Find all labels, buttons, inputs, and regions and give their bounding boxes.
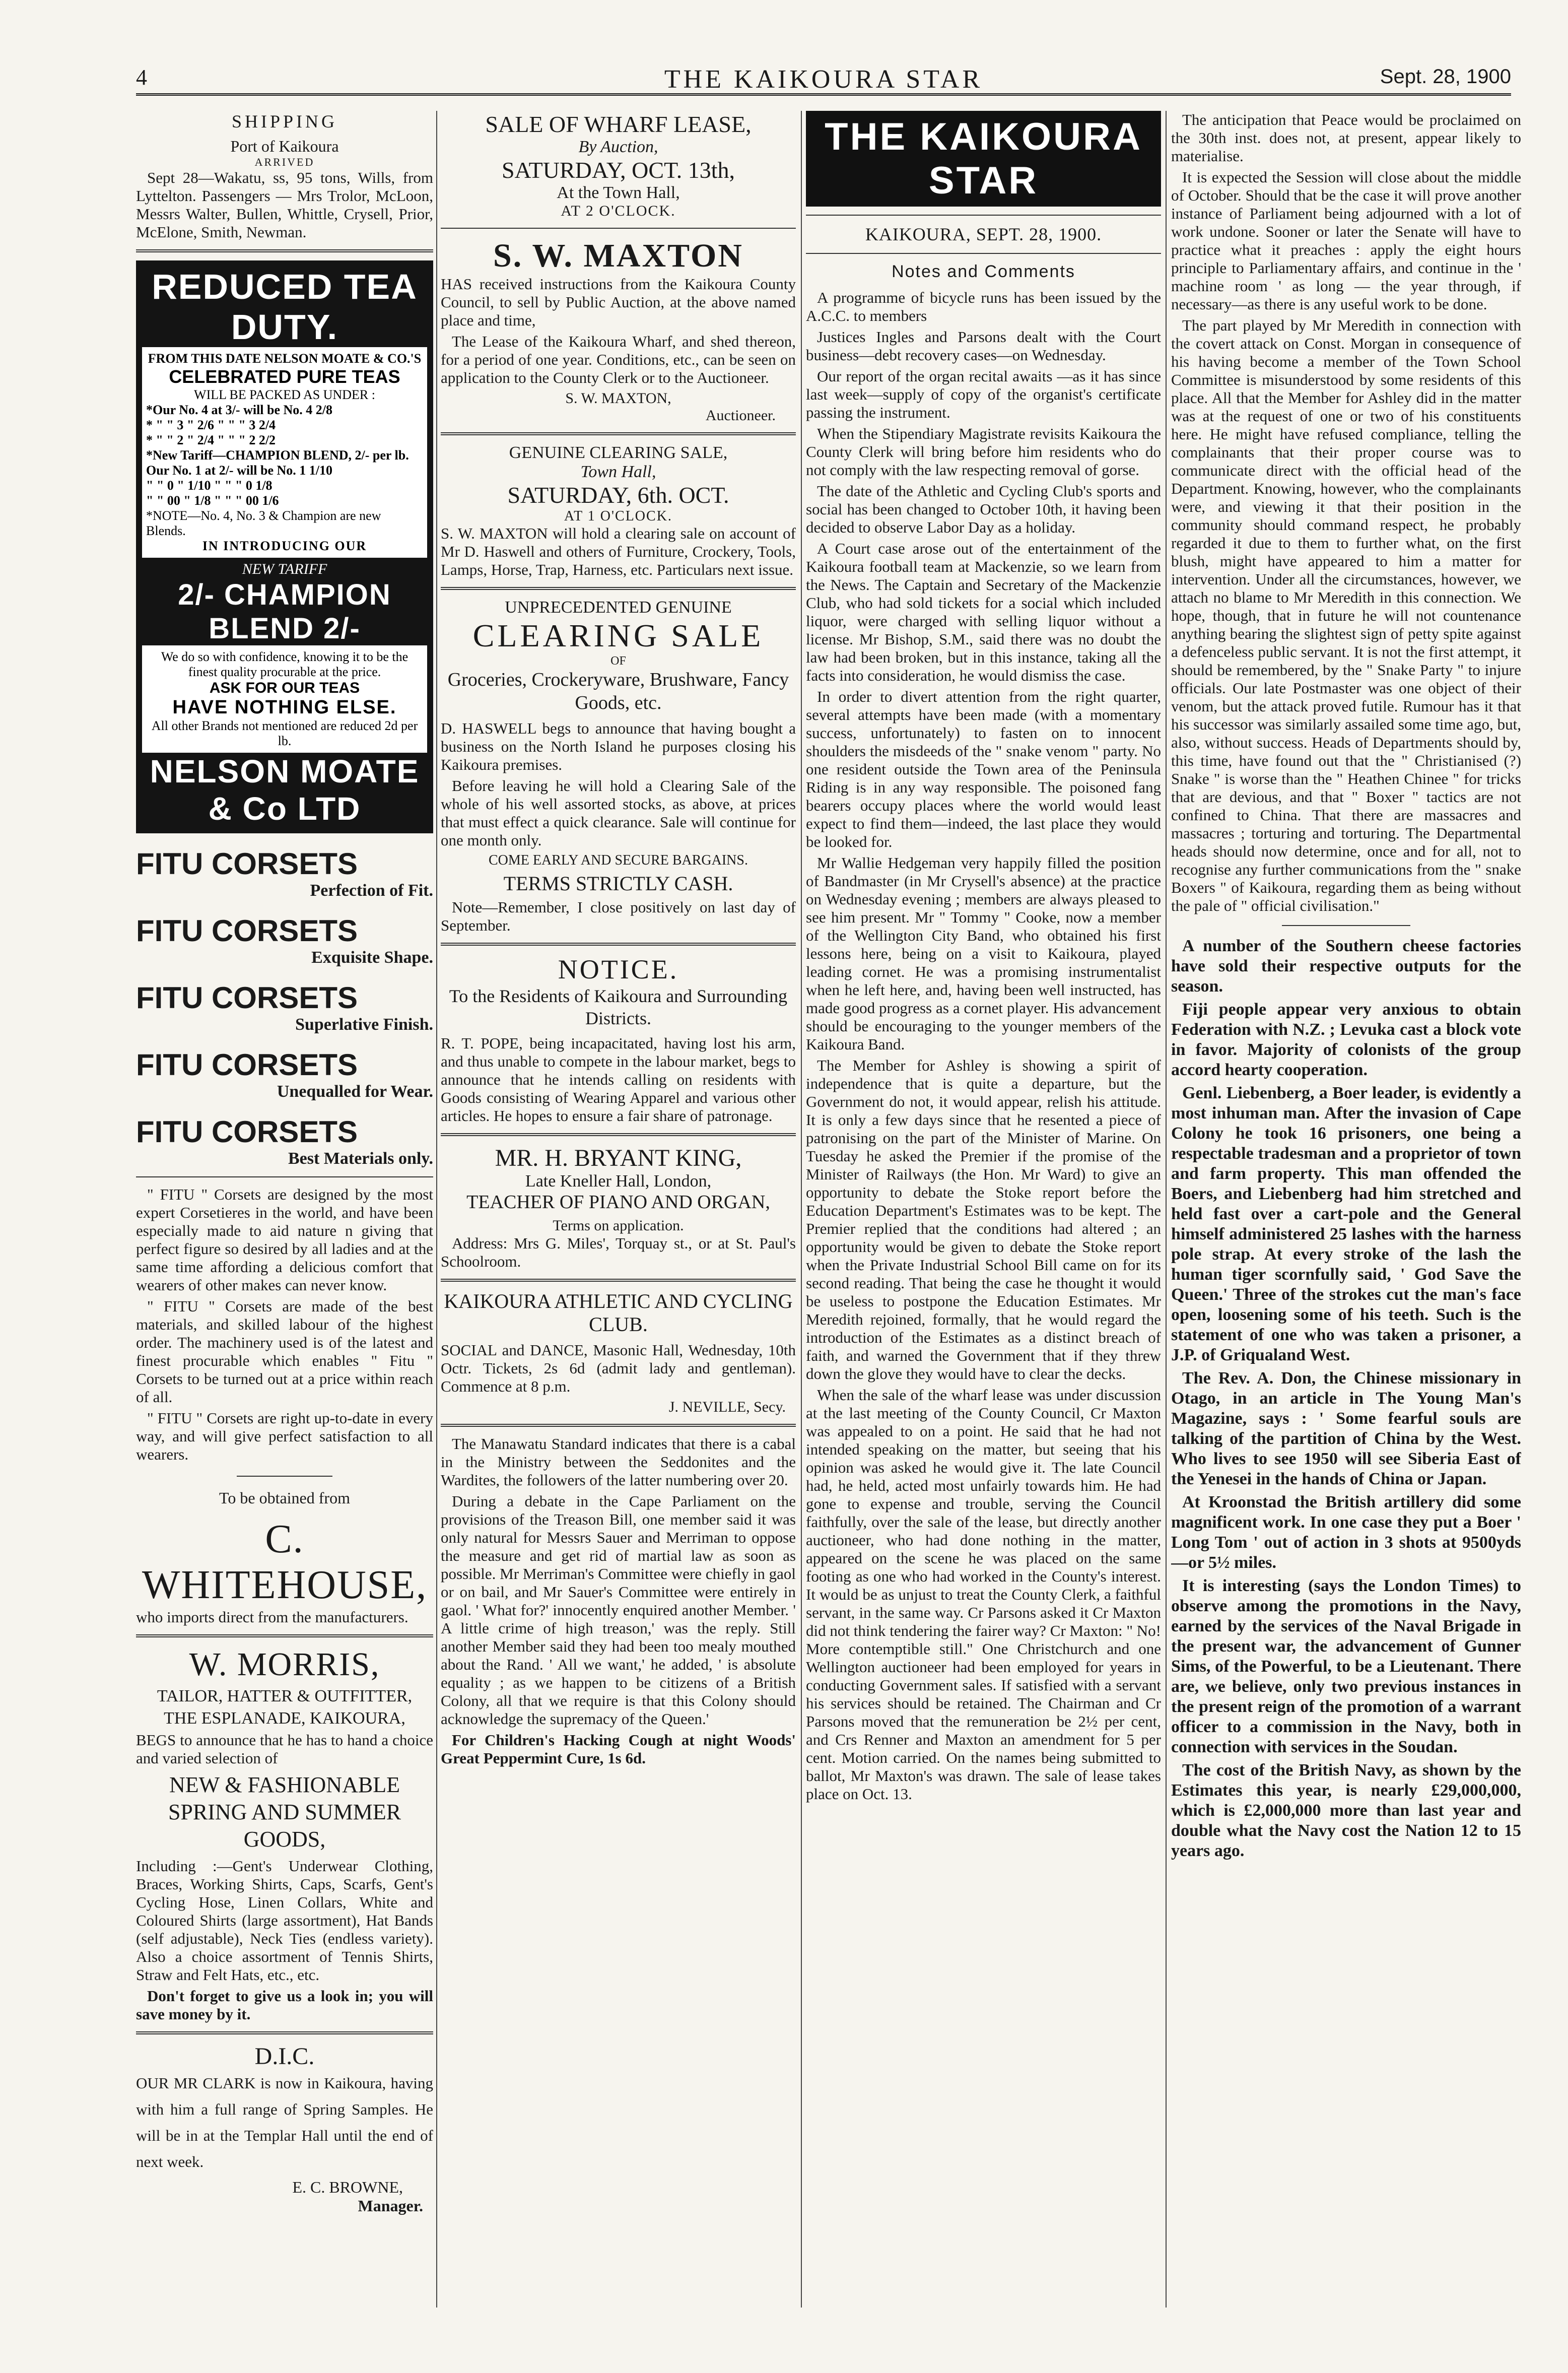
news-paragraph: For Children's Hacking Cough at night Woods' Great Peppermint Cure, 1s 6d. xyxy=(441,1731,796,1767)
editorial-paragraph: Justices Ingles and Parsons dealt with the Court business—debt recovery cases—on Wednesday. xyxy=(806,328,1161,364)
tea-confidence: We do so with confidence, knowing it to be the finest quality procurable at the price. xyxy=(161,649,408,679)
gcs-paragraph: S. W. MAXTON will hold a clearing sale on account of Mr D. Haswell and others of Furniture, Crockery, Tools, Lamps, Horse, Trap, Harness, etc. Particulars next issue. xyxy=(441,524,796,578)
morris-intro: BEGS to announce that he has to hand a choice and varied selection of xyxy=(136,1731,433,1767)
terms-cash: TERMS STRICTLY CASH. xyxy=(503,872,733,895)
tea-line: *NOTE—No. 4, No. 3 & Champion are new Blends. xyxy=(146,508,381,538)
divider xyxy=(806,215,1161,216)
wharf-date: SATURDAY, OCT. 13th, xyxy=(501,157,735,183)
maxton-name: S. W. MAXTON xyxy=(493,237,743,274)
bryant-address: Address: Mrs G. Miles', Torquay st., or at St. Paul's Schoolroom. xyxy=(441,1234,796,1270)
masthead-title: THE KAIKOURA STAR xyxy=(664,65,983,94)
haswell-paragraph: Before leaving he will hold a Clearing Sale of the whole of his well assorted stocks, as above, at prices that must effect a quick clearance. Sale will continue for one month only. xyxy=(441,777,796,849)
comment-paragraph: The anticipation that Peace would be proclaimed on the 30th inst. does not, at present, appear likely to materialise. xyxy=(1171,111,1521,165)
tea-from: FROM THIS DATE NELSON MOATE & CO.'S xyxy=(148,351,422,366)
column-4 xyxy=(1171,111,1521,2308)
gcs-title: GENUINE CLEARING SALE, xyxy=(509,443,728,462)
port-subheading: Port of Kaikoura xyxy=(230,137,339,155)
divider xyxy=(441,587,796,590)
gcs-time: AT 1 O'CLOCK. xyxy=(564,508,672,524)
wharf-by: By Auction, xyxy=(578,138,658,156)
fitu-paragraph: " FITU " Corsets are made of the best materials, and skilled labour of the highest order. The machinery used is of the latest and finest procurable which enables " Fitu " Corsets to be turned out at a price within reach of all. xyxy=(136,1297,433,1406)
divider xyxy=(1282,925,1410,926)
wharf-role: Auctioneer. xyxy=(705,407,776,424)
haswell-note: Note—Remember, I close positively on last day of September. xyxy=(441,898,796,934)
editorial-paragraph: A programme of bicycle runs has been issued by the A.C.C. to members xyxy=(806,289,1161,324)
fitu-paragraph: " FITU " Corsets are right up-to-date in every way, and will give perfect satisfaction to all wearers. xyxy=(136,1409,433,1463)
groceries-list: Groceries, Crockeryware, Brushware, Fancy Goods, etc. xyxy=(447,669,789,713)
obtained-from: To be obtained from xyxy=(219,1489,350,1507)
comment-paragraph: The part played by Mr Meredith in connection with the covert attack on Const. Morgan in consequence of his having become a member of the Town School Committee is misunderstood by some residents of this place. All that the Member for Ashley did in the matter was at the request of one or two of his constituents here. He might have refused compliance, telling the complainants that their proper course was to communicate direct with the official head of the Department. Knowing, however, who the complainants were, and viewing it that their position in the community should command respect, he probably regarded it due to them to further what, on the first blush, might have appeared to him a matter for intervention. Under all the circumstances, however, we attach no blame to Mr Meredith in this connection. We hope, though, that in future he will not countenance anything bearing the slightest sign of petty spite against a defenceless public servant. It is not the first attempt, it should be remembered, by the " Snake Party " to injure officials. Our late Postmaster was one object of their venom, but the attack proved futile. Rumour has it that his successor was similarly assailed some time ago, but, also, without success. Heads of Departments should by, this time, have found out that the " Christianised (?) Snake " is worse than the " Heathen Chinee " for tricks that are devious, and that " Boxer " tactics are not confined to China. That there are massacres and massacres ; torturing and torturing. The Departmental heads should now determine, once and for all, not to recognise any further communications from the " snake Boxers " of Kaikoura, regarding them as being without the pale of " official civilisation." xyxy=(1171,316,1521,914)
tea-introducing: IN INTRODUCING OUR xyxy=(202,539,367,553)
gcs-hall: Town Hall, xyxy=(580,463,656,481)
comment-paragraph: The Rev. A. Don, the Chinese missionary in Otago, in an article in The Young Man's Magazine, says : ' Some fearful souls are talking of the partition of China by the West. Who lives to see 1950 will see Siberia East of the Yenesei in the hands of China or Japan. xyxy=(1171,1369,1521,1488)
shipping-text: Sept 28—Wakatu, ss, 95 tons, Wills, from Lyttelton. Passengers — Mrs Trolor, McLoon, Messrs Walter, Bullen, Whittle, Crysell, Prior, McElone, Smith, Newman. xyxy=(136,169,433,241)
notice-to: To the Residents of Kaikoura and Surrounding Districts. xyxy=(449,986,788,1028)
comment-paragraph: The cost of the British Navy, as shown by the Estimates this year, is nearly £29,000,000, which is £2,000,000 more than last year and double what the Navy cost the Nation 12 to 15 years ago. xyxy=(1171,1761,1521,1860)
of-label: OF xyxy=(610,654,626,668)
wharf-paragraph: HAS received instructions from the Kaikoura County Council, to sell by Public Auction, at the above named place and time, xyxy=(441,275,796,329)
tea-line: Our No. 1 at 2/- will be No. 1 1/10 xyxy=(146,463,333,478)
editorial-paragraph: The date of the Athletic and Cycling Club's sports and social has been changed to October 10th, it having been decided to observe Labor Day as a holiday. xyxy=(806,482,1161,536)
divider xyxy=(441,1279,796,1282)
tea-line: *New Tariff—CHAMPION BLEND, 2/- per lb. xyxy=(146,448,409,463)
fitu-heading: FITU CORSETS xyxy=(136,847,358,881)
divider xyxy=(806,253,1161,254)
club-signature: J. NEVILLE, Secy. xyxy=(668,1399,786,1415)
wharf-venue: At the Town Hall, xyxy=(557,183,680,202)
notes-heading: Notes and Comments xyxy=(892,262,1075,281)
editorial-paragraph: The Member for Ashley is showing a spirit of independence that is quite a departure, but the Government do not, it would appear, relish his attitude. It is only a few days since that he resented a piece of patronising on the part of the Minister of Marine. On Tuesday he asked the Premier if the promise of the Minister of Railways (the Hon. Mr Ward) to give an opportunity to debate the Stoke report before the Education Department's Estimates was to be kept. The Premier replied that the conditions had altered ; an opportunity would be given to debate the Stoke report when the Private Industrial School Bill came on for its second reading. That being the case he thought it would be useless to postpone the Education Estimates. Mr Meredith rejoined, formally, that he would regard the introduction of the Estimates as a distinct breach of faith, and warned the Government that if they threw down the glove they would have to clear the decks. xyxy=(806,1057,1161,1382)
divider xyxy=(136,249,433,252)
tea-new-tariff: NEW TARIFF xyxy=(242,561,327,577)
editorial-paragraph: In order to divert attention from the right quarter, several attempts have been made (with a momentary success, unfortunately) to fasten on to innocent shoulders the misdeeds of the " snake venom " party. No one resident outside the Town area of the Peninsula Riding is in any way responsible. The poisoned fang bearers occupy places where the world would least expect to find them—indeed, the last place they would be looked for. xyxy=(806,688,1161,850)
bryant-teacher: TEACHER OF PIANO AND ORGAN, xyxy=(466,1192,770,1213)
morris-closing: Don't forget to give us a look in; you will save money by it. xyxy=(136,1987,433,2023)
column-3 xyxy=(806,111,1161,2308)
tea-packed: WILL BE PACKED AS UNDER : xyxy=(194,387,375,402)
morris-goods: NEW & FASHIONABLE SPRING AND SUMMER GOODS, xyxy=(168,1772,401,1852)
fitu-tagline: Superlative Finish. xyxy=(295,1015,433,1034)
tea-celebrated: CELEBRATED PURE TEAS xyxy=(169,366,400,387)
news-paragraph: During a debate in the Cape Parliament on the provisions of the Treason Bill, one member said it was only natural for Messrs Sauer and Merriman to oppose the measure and get rid of martial law as soon as possible. Mr Merriman's Committee were chiefly in gaol or on bail, and Mr Sauer's Committee were entirely in gaol. ' What for?' innocently enquired another Member. ' A little crime of high treason,' was the reply. Still another Member said they had been too mealy mouthed about the Rand. ' All we want,' he added, ' is absolute equality ; as we happen to be citizens of a British Colony, all that we require is that this Colony should acknowledge the supremacy of the Queen.' xyxy=(441,1492,796,1728)
comment-paragraph: A number of the Southern cheese factories have sold their respective outputs for the season. xyxy=(1171,937,1521,996)
news-paragraph: The Manawatu Standard indicates that there is a cabal in the Ministry between the Seddonites and the Wardites, the followers of the latter numbering over 20. xyxy=(441,1435,796,1489)
fitu-heading: FITU CORSETS xyxy=(136,981,358,1015)
editorial-paragraph: When the sale of the wharf lease was under discussion at the last meeting of the County Council, Cr Maxton was appealed to on a point. He said that he had not intended speaking on the matter, but seeing that his opinion was asked he would give it. The late Council had, he held, acted most unfairly towards him. He had gone to expense and trouble, serving the Council faithfully, over the sale of the lease, but directly another auctioneer, who had done nothing in the matter, appeared on the scene he was placed on the same footing as one who had worked in the County's interest. It would be as unjust to treat the County Clerk, a faithful servant, in the same way. Cr Parsons asked it Cr Maxton did not think tendering the fairer way? Cr Maxton: " No! More contemptible still." One Christchurch and one Wellington auctioneer had been employed for years in conducting Government sales. If satisfied with a servant his services should be retained. The Chairman and Cr Parsons moved that the remuneration be 2½ per cent, and Crs Renner and Maxton an amendment for 5 per cent. Motion carried. On the names being submitted to ballot, Mr Maxton's was drawn. The sale of lease takes place on Oct. 13. xyxy=(806,1386,1161,1803)
bryant-name: MR. H. BRYANT KING, xyxy=(495,1145,742,1171)
tea-advertisement xyxy=(136,260,433,833)
morris-list: Including :—Gent's Underwear Clothing, Braces, Working Shirts, Caps, Scarfs, Gent's Cycling Hose, Linen Collars, White and Coloured Shirts (large assortment), Hat Bands (self adjustable), Neck Ties (endless variety). Also a choice assortment of Tennis Shirts, Straw and Felt Hats, etc., etc. xyxy=(136,1857,433,1984)
comment-paragraph: It is interesting (says the London Times) to observe among the promotions in the Navy, earned by the services of the Naval Brigade in the present war, the advancement of Gunner Sims, of the Powerful, to be a Lieutenant. There are, we believe, only two previous instances in the present reign of the promotion of a warrant officer to a commission in the Navy, both in connection with services in the Soudan. xyxy=(1171,1576,1521,1756)
dic-signature: E. C. BROWNE, xyxy=(292,2178,403,2196)
divider xyxy=(441,943,796,946)
divider xyxy=(441,432,796,435)
editorial-paragraph: Mr Wallie Hedgeman very happily filled the position of Bandmaster (in Mr Crysell's absence) at the practice on Wednesday evening ; members are always pleased to see him present. Mr " Tommy " Cooke, now a member of the Wellington City Band, who obtained his first lessons here, being on a visit to Kaikoura, played leading cornet. He was a promising instrumentalist when he left here, and, having been well instructed, has made good progress as a cornet player. His advancement should be encouraging to the younger members of the Kaikoura Band. xyxy=(806,854,1161,1053)
come-early: COME EARLY AND SECURE BARGAINS. xyxy=(489,852,748,868)
page-header xyxy=(136,64,1511,96)
fitu-heading: FITU CORSETS xyxy=(136,914,358,948)
dic-paragraph: OUR MR CLARK is now in Kaikoura, having with him a full range of Spring Samples. He will be in at the Templar Hall until the end of next week. xyxy=(136,2074,433,2170)
column-2 xyxy=(441,111,796,2308)
tea-line: " " 0 " 1/10 " " " 0 1/8 xyxy=(146,478,272,493)
comment-paragraph: Genl. Liebenberg, a Boer leader, is evidently a most inhuman man. After the invasion of Cape Colony he took 16 prisoners, one being a respectable tradesman and a proprietor of town and farm property. This man offended the Boers, and Liebenberg had him stretched and held fast over a cart-pole and the General himself administered 25 lashes with the harness pole strap. At every stroke of the lash the human tiger scornfully said, ' God Save the Queen.' Three of the strokes cut the man's face open, loosening some of his teeth. Such is the statement of one who was taken a prisoner, a J.P. of Griqualand West. xyxy=(1171,1084,1521,1364)
divider xyxy=(136,2031,433,2034)
fitu-tagline: Exquisite Shape. xyxy=(311,948,433,967)
morris-trade: TAILOR, HATTER & OUTFITTER, xyxy=(157,1687,413,1705)
haswell-paragraph: D. HASWELL begs to announce that having bought a business on the North Island he purposes closing his Kaikoura premises. xyxy=(441,719,796,773)
comment-paragraph: At Kroonstad the British artillery did some magnificent work. In one case they put a Boer ' Long Tom ' out of action in 3 shots at 9500yds—or 5½ miles. xyxy=(1171,1493,1521,1572)
whitehouse-sub: who imports direct from the manufacturers. xyxy=(136,1608,408,1626)
fitu-tagline: Best Materials only. xyxy=(288,1149,433,1168)
club-paragraph: SOCIAL and DANCE, Masonic Hall, Wednesday, 10th Octr. Tickets, 2s 6d (admit lady and gentleman). Commence at 8 p.m. xyxy=(441,1341,796,1395)
shipping-heading: SHIPPING xyxy=(231,111,338,131)
editorial-paragraph: When the Stipendiary Magistrate revisits Kaikoura the County Clerk will bring before him residents who do not comply with the law respecting removal of gorse. xyxy=(806,425,1161,479)
column-divider xyxy=(801,111,802,2308)
tea-ask: ASK FOR OUR TEAS xyxy=(209,680,360,696)
tea-champion: 2/- CHAMPION BLEND 2/- xyxy=(178,578,391,645)
whitehouse-name: C. WHITEHOUSE, xyxy=(142,1517,428,1607)
column-1 xyxy=(136,111,433,2308)
wharf-time: AT 2 O'CLOCK. xyxy=(561,203,676,219)
divider xyxy=(441,1424,796,1427)
wharf-signature: S. W. MAXTON, xyxy=(565,390,671,407)
divider xyxy=(441,1133,796,1136)
morris-name: W. MORRIS, xyxy=(189,1646,380,1683)
dic-role: Manager. xyxy=(358,2197,423,2215)
unprecedented: UNPRECEDENTED GENUINE xyxy=(505,598,732,617)
comment-paragraph: Fiji people appear very anxious to obtain Federation with N.Z. ; Levuka cast a block vote in favor. Majority of colonists of the group accord hearty cooperation. xyxy=(1171,1000,1521,1079)
club-title: KAIKOURA ATHLETIC AND CYCLING CLUB. xyxy=(444,1290,793,1336)
bryant-terms: Terms on application. xyxy=(553,1217,684,1234)
editorial-paragraph: Our report of the organ recital awaits —as it has since last week—supply of copy of the organist's certificate passing the instrument. xyxy=(806,367,1161,421)
editorial-masthead: THE KAIKOURA STAR xyxy=(806,111,1161,207)
editorial-paragraph: A Court case arose out of the entertainment of the Kaikoura football team at Mackenzie, so we learn from the News. The Captain and Secretary of the Mackenzie Club, who had sold tickets for a social which included liquor, were charged with selling liquor without a license. Mr Bishop, S.M., said there was no doubt the law had been broken, but in this instance, taking all the facts into consideration, he would dismiss the case. xyxy=(806,540,1161,684)
wharf-paragraph: The Lease of the Kaikoura Wharf, and shed thereon, for a period of one year. Conditions, etc., can be seen on application to the County Clerk or to the Auctioneer. xyxy=(441,333,796,386)
tea-title: REDUCED TEA DUTY. xyxy=(152,267,418,347)
clearing-sale-title: CLEARING SALE xyxy=(472,618,764,653)
tea-line: * " " 3 " 2/6 " " " 3 2/4 xyxy=(146,418,276,432)
tea-have: HAVE NOTHING ELSE. xyxy=(172,697,397,718)
page-number: 4 xyxy=(136,65,147,90)
bryant-late: Late Kneller Hall, London, xyxy=(525,1172,712,1191)
tea-brands: All other Brands not mentioned are reduced 2d per lb. xyxy=(151,718,418,748)
column-divider xyxy=(436,111,437,2308)
divider xyxy=(441,228,796,229)
gcs-date: SATURDAY, 6th. OCT. xyxy=(507,482,729,508)
editorial-dateline: KAIKOURA, SEPT. 28, 1900. xyxy=(865,224,1102,244)
tea-line: * " " 2 " 2/4 " " " 2 2/2 xyxy=(146,433,276,447)
fitu-tagline: Perfection of Fit. xyxy=(310,881,433,900)
wharf-title: SALE OF WHARF LEASE, xyxy=(485,111,752,137)
comment-paragraph: It is expected the Session will close about the middle of October. Should that be the case it will prove another instance of Parliament being adjourned with a lot of work undone. Sooner or later the Senate will have to practice what it preaches : apply the eight hours principle to Parliamentary affairs, and continue in the ' machine room ' as long — the year through, if necessary—as there is any useful work to be done. xyxy=(1171,168,1521,313)
tea-line: " " 00 " 1/8 " " " 00 1/6 xyxy=(146,493,279,508)
notice-title: NOTICE. xyxy=(558,954,679,984)
arrived-label: ARRIVED xyxy=(254,156,315,168)
morris-address: THE ESPLANADE, KAIKOURA, xyxy=(164,1709,405,1728)
dic-heading: D.I.C. xyxy=(254,2043,315,2070)
fitu-tagline: Unequalled for Wear. xyxy=(277,1082,433,1101)
tea-brand-logo: NELSON MOATE & Co LTD xyxy=(150,753,420,827)
fitu-paragraph: " FITU " Corsets are designed by the most expert Corsetieres in the world, and have been especially made to aid nature n giving that perfect figure so desired by all ladies and at the same time affording a delicious comfort that wearers of other makes can never know. xyxy=(136,1185,433,1294)
issue-date: Sept. 28, 1900 xyxy=(1380,65,1511,88)
divider xyxy=(136,1634,433,1637)
tea-line: *Our No. 4 at 3/- will be No. 4 2/8 xyxy=(146,403,333,417)
fitu-heading: FITU CORSETS xyxy=(136,1115,358,1149)
column-divider xyxy=(1166,111,1167,2308)
divider xyxy=(237,1476,332,1477)
notice-paragraph: R. T. POPE, being incapacitated, having lost his arm, and thus unable to compete in the labour market, begs to announce that he intends calling on residents with Goods consisting of Wearing Apparel and various other articles. He hopes to ensure a fair share of patronage. xyxy=(441,1034,796,1125)
fitu-heading: FITU CORSETS xyxy=(136,1048,358,1082)
divider xyxy=(136,1176,433,1177)
